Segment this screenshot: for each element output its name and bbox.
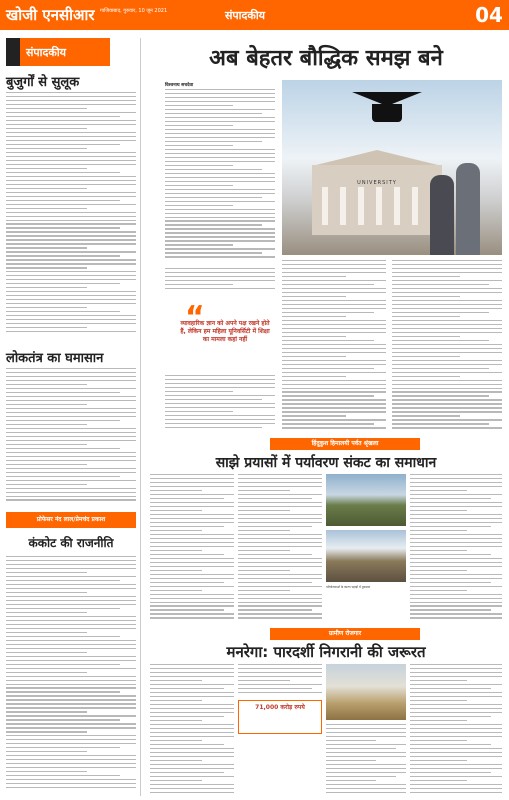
pull-quote: व्यावहारिक ज्ञान को अपने पक्ष रखने होते हैं, लेकिन हम महिला यूनिवर्सिटी में शिक्षा का मामला कहां नहीं xyxy=(180,320,270,343)
rural-workers-photo xyxy=(326,664,406,720)
main-article-col2 xyxy=(282,260,386,432)
himalaya-col3 xyxy=(410,474,502,624)
university-sign: UNIVERSITY xyxy=(357,180,397,186)
guest-author-banner: प्रोफेसर नंद लाल/प्रेमचंद प्रकाश xyxy=(6,512,136,528)
issue-date: गाजियाबाद, गुरुवार, 10 जून 2021 xyxy=(100,8,168,14)
editorial-body-politics xyxy=(6,556,136,796)
main-headline: अब बेहतर बौद्धिक समझ बने xyxy=(209,46,443,71)
himalaya-photo-construction xyxy=(326,530,406,582)
rural-stat: 71,000 करोड़ रुपये xyxy=(255,704,305,711)
rural-col1 xyxy=(150,664,234,796)
editorial-body-democracy xyxy=(6,368,136,505)
editorial-body-elderly xyxy=(6,92,136,340)
editorial-title-democracy: लोकतंत्र का घमासान xyxy=(6,351,104,366)
main-article-col3 xyxy=(392,260,502,432)
rural-col4 xyxy=(410,664,502,796)
rural-stat-box xyxy=(238,700,322,734)
editorial-title-elderly: बुजुर्गों से सुलूक xyxy=(6,75,80,90)
column-divider xyxy=(140,38,141,796)
himalaya-col2 xyxy=(238,474,322,624)
editorial-section-label: संपादकीय xyxy=(6,38,110,66)
himalaya-headline: साझे प्रयासों में पर्यावरण संकट का समाधान xyxy=(215,455,437,471)
graduation-cap-base xyxy=(372,104,402,122)
quote-icon: “ xyxy=(185,300,205,335)
himalaya-photo-caption: परियोजनाओं के कारण पहाड़ों में नुकसान xyxy=(326,585,371,589)
page-number: 04 xyxy=(469,0,509,30)
graduation-photo xyxy=(282,80,502,255)
main-article-body-cont xyxy=(165,268,275,294)
section-marker-icon xyxy=(6,38,20,66)
himalaya-photo-valley xyxy=(326,474,406,526)
students-figure xyxy=(430,160,490,255)
rural-col3-lower xyxy=(326,724,406,796)
rural-headline: मनरेगा: पारदर्शी निगरानी की जरूरत xyxy=(226,643,426,661)
main-article-body xyxy=(165,89,275,264)
university-building xyxy=(312,165,442,235)
himalaya-col1 xyxy=(150,474,234,624)
building-roof xyxy=(312,150,442,166)
section-title: संपादकीय xyxy=(225,9,266,22)
himalaya-kicker: हिंदुकुश हिमालयी पर्वत श्रृंखला xyxy=(270,438,420,450)
masthead xyxy=(0,0,509,30)
main-byline: विश्वनाथ सचदेवा xyxy=(165,83,194,88)
rural-kicker: ग्रामीण रोजगार xyxy=(270,628,420,640)
main-article-body-lower xyxy=(165,375,275,433)
editorial-title-politics: कंकोट की राजनीति xyxy=(28,536,114,550)
newspaper-brand: खोजी एनसीआर xyxy=(6,6,95,24)
